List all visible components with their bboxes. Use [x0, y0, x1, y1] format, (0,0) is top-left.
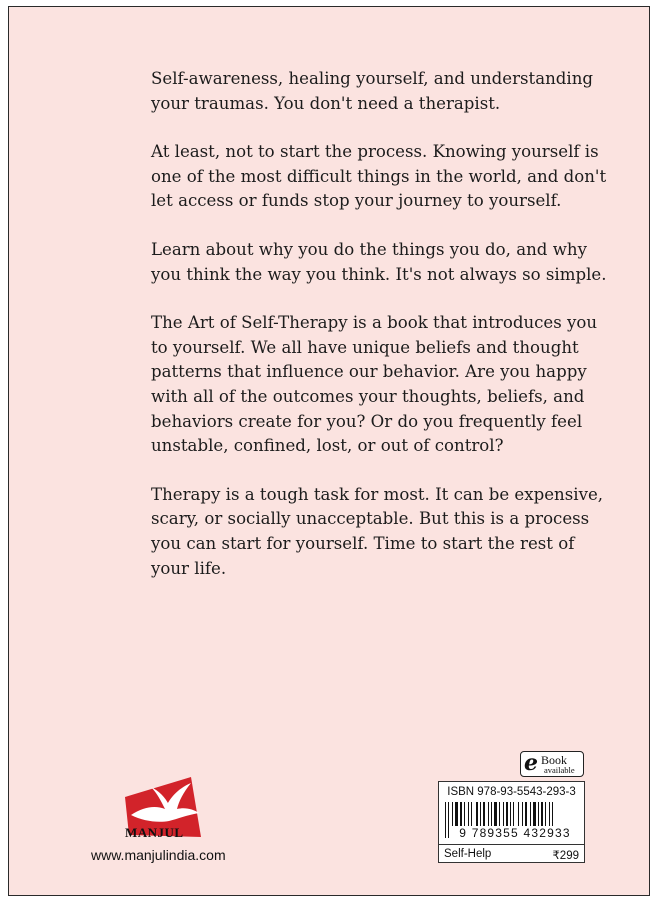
blurb-paragraph-5: Therapy is a tough task for most. It can be expensive, scary, or socially unacceptable. But this is a process you can start for yourself. Time to start the rest of your life.: [151, 484, 604, 578]
barcode-digits: 9 789355 432933: [451, 826, 579, 840]
ebook-subtext: available: [544, 765, 575, 775]
ebook-word: Book: [541, 753, 568, 767]
isbn-label: ISBN 978-93-5543-293-3: [447, 786, 576, 798]
ebook-letter: e: [524, 750, 538, 776]
back-cover: [8, 6, 650, 896]
blurb-paragraph-1: Self-awareness, healing yourself, and understanding your traumas. You don't need a therapist.: [151, 69, 594, 113]
publisher-website[interactable]: www.manjulindia.com: [91, 847, 226, 863]
book-price: ₹299: [552, 850, 579, 862]
publisher-name: MANJUL: [125, 825, 184, 840]
book-category: Self-Help: [444, 848, 492, 860]
ebook-available-badge: [520, 751, 584, 777]
category-price-row: [439, 844, 584, 864]
isbn-barcode-box: [438, 781, 585, 863]
blurb-paragraph-2: At least, not to start the process. Knowing yourself is one of the most difficult things in the world, and don't let access or funds stop your journey to yourself.: [151, 142, 607, 211]
blurb-paragraph-3: Learn about why you do the things you do, and why you think the way you think. It's not always so simple.: [151, 239, 607, 284]
blurb-text: [151, 67, 611, 605]
blurb-paragraph-4: The Art of Self-Therapy is a book that introduces you to yourself. We all have unique beliefs and thought patterns that influence our behavior. Are you happy with all of the outcomes your thoughts, beliefs, and behaviors create for you? Or do you frequently feel unstable, confined, lost, or out of control?: [151, 313, 598, 456]
